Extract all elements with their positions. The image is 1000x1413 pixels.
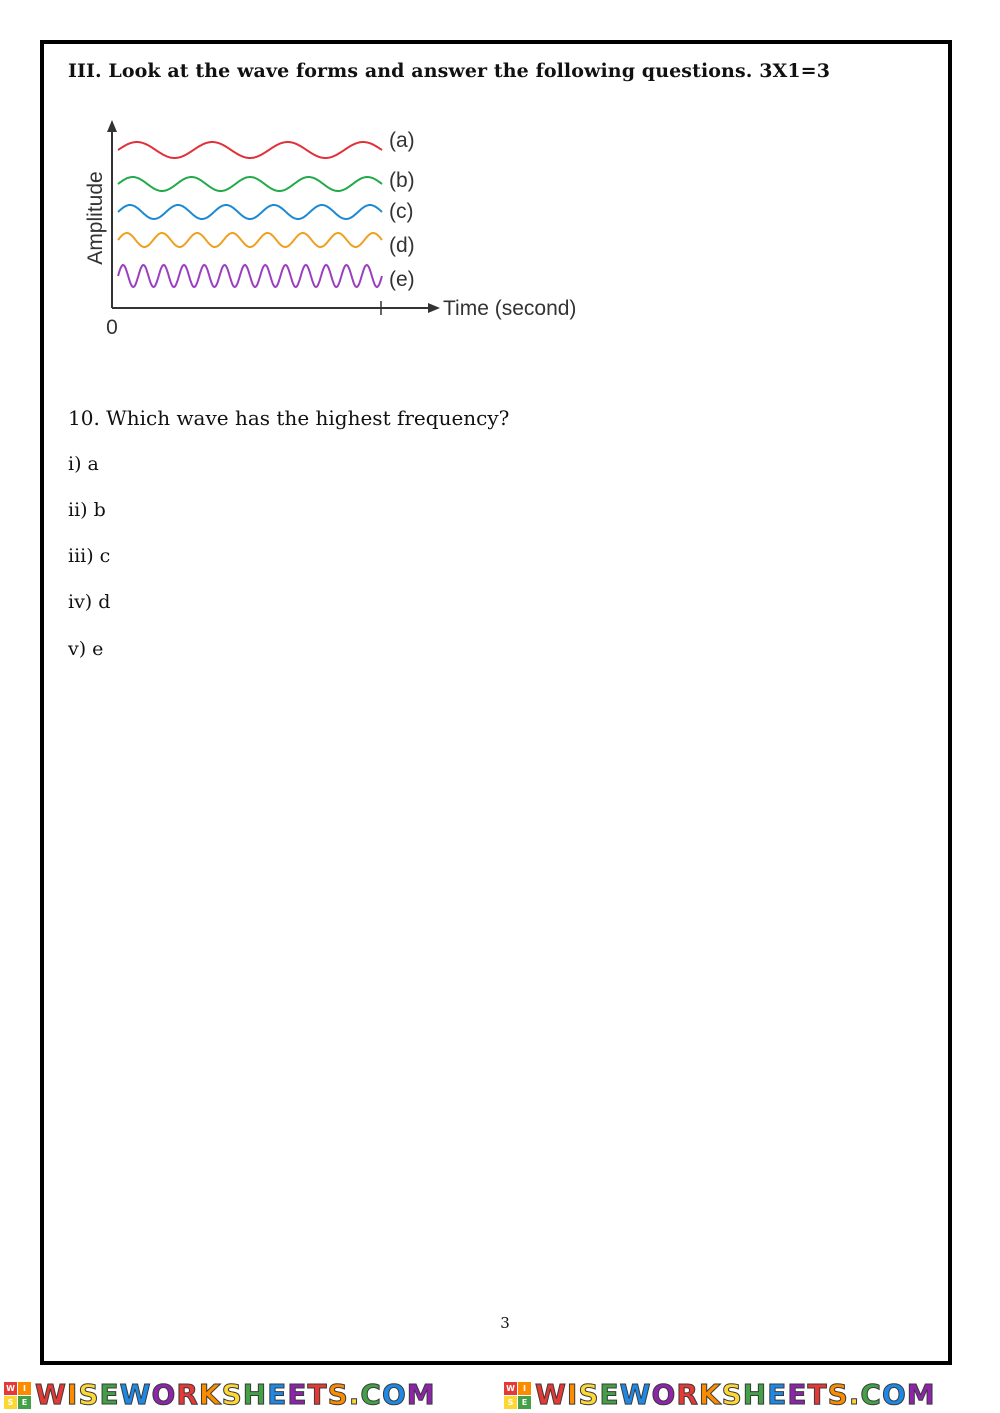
wave-forms-figure	[70, 110, 610, 350]
y-axis-label: Amplitude	[84, 171, 107, 265]
x-axis-label: Time (second)	[443, 297, 577, 320]
brand-icon-letter: E	[18, 1396, 31, 1409]
y-axis-arrow	[107, 120, 117, 132]
brand-icon-letter: W	[4, 1382, 17, 1395]
wave-b	[118, 177, 382, 191]
brand-text: WISEWORKSHEETS.COM	[535, 1378, 936, 1411]
section-heading: III. Look at the wave forms and answer the following questions. 3X1=3	[68, 60, 831, 82]
origin-label: 0	[106, 316, 118, 339]
wave-label: (a)	[389, 129, 415, 152]
brand-icon-letter: W	[504, 1382, 517, 1395]
brand-icon-letter: I	[518, 1382, 531, 1395]
answer-option-a[interactable]: i) a	[68, 453, 99, 475]
wave-label: (b)	[389, 169, 415, 192]
question-text: 10. Which wave has the highest frequency?	[68, 406, 510, 430]
brand-logo	[4, 1380, 436, 1410]
wave-label: (d)	[389, 234, 415, 257]
x-axis-arrow	[428, 303, 440, 313]
answer-option-d[interactable]: iv) d	[68, 591, 111, 613]
brand-icon-letter: S	[4, 1396, 17, 1409]
brand-icon	[504, 1382, 531, 1409]
answer-option-e[interactable]: v) e	[68, 638, 104, 660]
footer-banner	[0, 1376, 1000, 1413]
answer-option-b[interactable]: ii) b	[68, 499, 106, 521]
wave-label: (c)	[389, 200, 414, 223]
brand-text: WISEWORKSHEETS.COM	[35, 1378, 436, 1411]
page-number: 3	[500, 1314, 510, 1332]
wave-e	[118, 265, 382, 287]
brand-logo	[504, 1380, 936, 1410]
brand-icon-letter: E	[518, 1396, 531, 1409]
brand-icon-letter: I	[18, 1382, 31, 1395]
brand-icon-letter: S	[504, 1396, 517, 1409]
wave-label: (e)	[389, 268, 415, 291]
answer-option-c[interactable]: iii) c	[68, 545, 111, 567]
brand-icon	[4, 1382, 31, 1409]
wave-a	[118, 142, 382, 158]
wave-c	[118, 205, 382, 219]
wave-d	[118, 233, 382, 247]
